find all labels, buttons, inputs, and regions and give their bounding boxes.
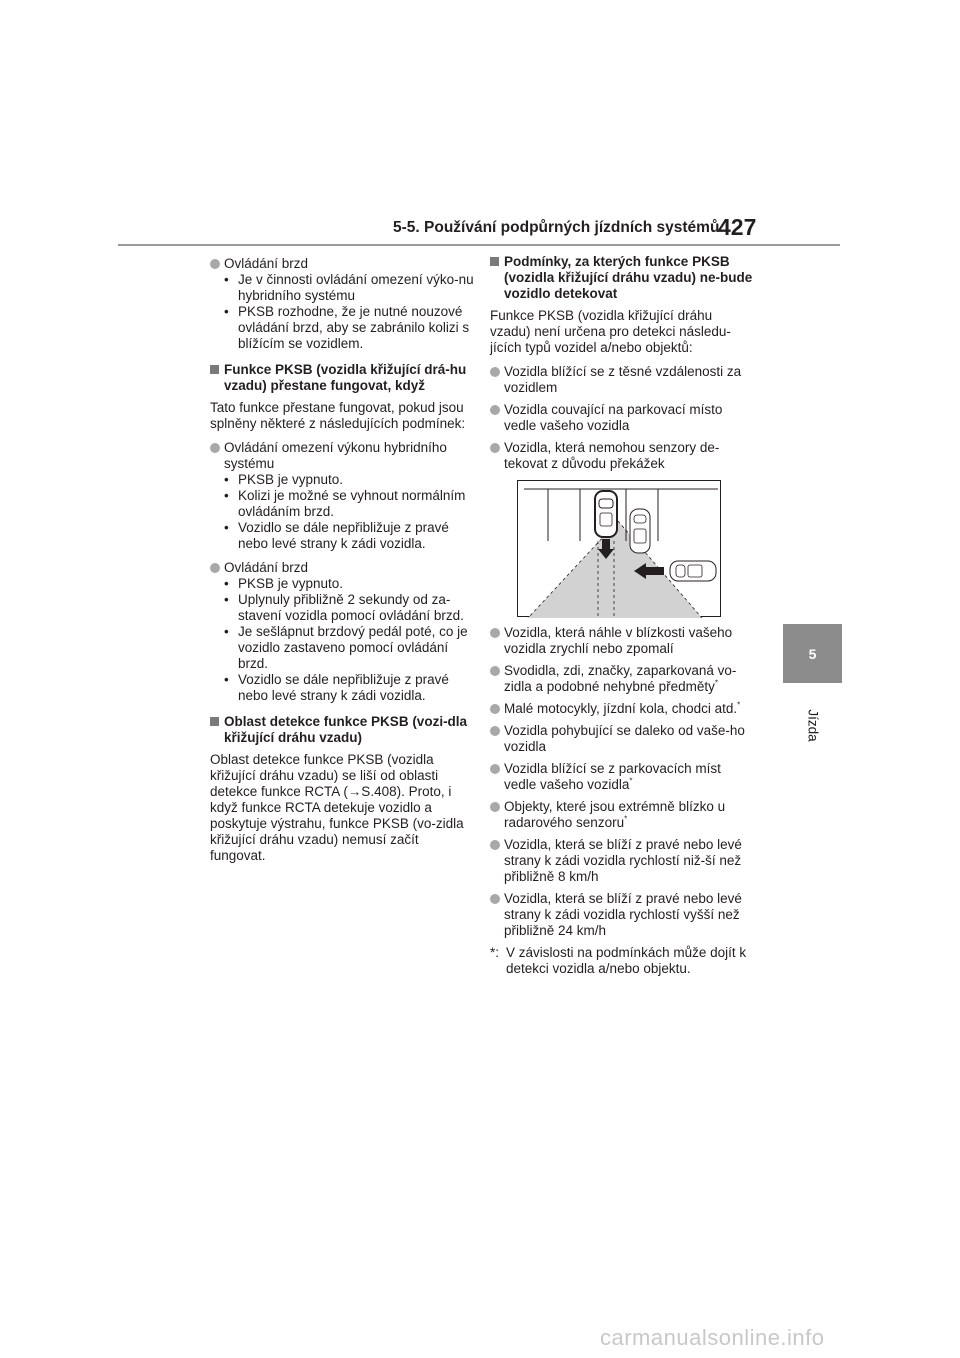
asterisk: * — [714, 678, 719, 688]
bullet-circle — [490, 367, 500, 377]
item-text: Vozidla blížící se z těsné vzdálenosti za vozidlem — [504, 364, 742, 395]
list-item — [490, 402, 756, 434]
item-text: Vozidla blížící se z parkovacích míst vedle vašeho vozidla — [504, 761, 721, 792]
asterisk: * — [737, 700, 741, 710]
crossing-vehicle-roof — [688, 565, 702, 577]
footnote-mark: *: — [490, 945, 500, 960]
list-item — [210, 440, 476, 472]
list-item — [490, 625, 756, 657]
paragraph: Tato funkce přestane fungovat, pokud jsou splněny některé z následujících podmínek: — [210, 400, 466, 431]
bullet-circle — [210, 443, 220, 453]
list-item — [490, 440, 756, 472]
sub-item: • Vozidlo se dále nepřibližuje z pravé nebo levé strany k zádi vozidla. — [224, 520, 449, 551]
sub-item: • Uplynuly přibližně 2 sekundy od za-stavení vozidla pomocí ovládání brzd. — [224, 592, 464, 623]
sub-item: • PKSB je vypnuto. — [224, 576, 344, 591]
chapter-tab: 5 — [783, 624, 842, 683]
bullet-circle — [490, 764, 500, 774]
section-heading: Podmínky, za kterých funkce PKSB (vozidla křižující dráhu vzadu) ne-bude vozidlo detekovat — [490, 254, 756, 302]
list-item — [490, 723, 756, 755]
sub-item-text: Vozidlo se dále nepřibližuje z pravé nebo levé strany k zádi vozidla. — [238, 520, 449, 551]
list-item — [490, 837, 756, 885]
section-heading: Funkce PKSB (vozidla křižující drá-hu vzadu) přestane fungovat, když — [210, 362, 476, 394]
bullet-circle — [490, 666, 500, 676]
list-item — [210, 256, 476, 272]
asterisk: * — [629, 776, 633, 786]
item-text: Objekty, které jsou extrémně blízko u radarového senzoru — [504, 799, 726, 830]
bullet-circle — [490, 802, 500, 812]
square-bullet — [210, 365, 219, 374]
sub-item-text: Je sešlápnut brzdový pedál poté, co je vozidlo zastaveno pomocí ovládání brzd. — [238, 624, 468, 671]
item-text: Vozidla, která nemohou senzory de-tekovat z důvodu překážek — [504, 440, 720, 471]
sub-item-text: Kolizi je možné se vyhnout normálním ovládáním brzd. — [238, 488, 466, 519]
bullet-circle — [490, 628, 500, 638]
own-vehicle-window — [599, 499, 613, 508]
bullet-circle — [210, 563, 220, 573]
list-item — [490, 799, 756, 831]
sub-item: • Je v činnosti ovládání omezení výko-nu hybridního systému — [224, 272, 474, 303]
item-text: Vozidla couvající na parkovací místo vedle vašeho vozidla — [504, 402, 723, 433]
item-text: Ovládání omezení výkonu hybridního systému — [224, 440, 447, 471]
sub-item-text: PKSB je vypnuto. — [238, 576, 344, 591]
list-item — [490, 761, 756, 793]
item-text: Ovládání brzd — [224, 560, 309, 575]
asterisk: * — [624, 814, 628, 824]
header-rule — [118, 244, 840, 246]
bullet-circle — [490, 726, 500, 736]
sub-item-text: PKSB rozhodne, že je nutné nouzové ovládání brzd, aby se zabránilo kolizi s blížícím se vozidlem. — [238, 304, 470, 351]
paragraph: Oblast detekce funkce PKSB (vozidla křižující dráhu vzadu) se liší od oblasti detekce funkce RCTA (→S.408). Proto, i když funkce RCTA detekuje vozidlo a poskytuje výstrahu, funkce PKSB (vo-zidla křižující dráhu vzadu) nemusí začít fungovat. — [210, 752, 464, 863]
bullet-circle — [490, 405, 500, 415]
list-item — [490, 701, 756, 717]
bullet-circle — [490, 704, 500, 714]
item-text: Vozidla, která se blíží z pravé nebo levé strany k zádi vozidla rychlostí niž-ší než přibližně 8 km/h — [504, 837, 742, 884]
sub-item: • Kolizi je možné se vyhnout normálním ovládáním brzd. — [224, 488, 466, 519]
footnote — [490, 945, 756, 977]
sub-item: • PKSB rozhodne, že je nutné nouzové ovládání brzd, aby se zabránilo kolizi s blížícím se vozidlem. — [224, 304, 470, 351]
bullet-circle — [210, 259, 220, 269]
sub-item-text: Je v činnosti ovládání omezení výko-nu hybridního systému — [238, 272, 474, 303]
item-text: Vozidla, která náhle v blízkosti vašeho vozidla zrychlí nebo zpomalí — [504, 625, 733, 656]
list-item — [210, 560, 476, 576]
square-bullet — [210, 717, 219, 726]
bullet-circle — [490, 894, 500, 904]
item-text: Malé motocykly, jízdní kola, chodci atd. — [504, 701, 738, 716]
square-bullet — [490, 257, 499, 266]
item-text: Vozidla pohybující se daleko od vaše-ho vozidla — [504, 723, 745, 754]
parking-illustration — [517, 480, 721, 617]
watermark: carmanualsonline.info — [600, 1325, 825, 1350]
right-column — [490, 254, 756, 977]
sub-item-text: Uplynuly přibližně 2 sekundy od za-stavení vozidla pomocí ovládání brzd. — [238, 592, 464, 623]
left-column — [210, 256, 476, 872]
sub-item: • PKSB je vypnuto. — [224, 472, 344, 487]
item-text: Vozidla, která se blíží z pravé nebo levé strany k zádi vozidla rychlostí vyšší než přibližně 24 km/h — [504, 891, 742, 938]
chapter-label — [784, 705, 842, 745]
list-item — [490, 891, 756, 939]
header-title: 5-5. Používání podpůrných jízdních systémů — [393, 219, 720, 236]
bullet-circle — [490, 443, 500, 453]
sub-item: • Vozidlo se dále nepřibližuje z pravé nebo levé strany k zádi vozidla. — [224, 672, 449, 703]
sub-item-text: Vozidlo se dále nepřibližuje z pravé nebo levé strany k zádi vozidla. — [238, 672, 449, 703]
list-item — [490, 663, 756, 695]
parked-vehicle-window — [634, 515, 646, 523]
bullet-circle — [490, 840, 500, 850]
item-text: Svodidla, zdi, značky, zaparkovaná vo-zidla a podobné nehybné předměty — [504, 663, 737, 694]
list-item — [490, 364, 756, 396]
own-vehicle-roof — [600, 513, 612, 526]
sub-item: • Je sešlápnut brzdový pedál poté, co je vozidlo zastaveno pomocí ovládání brzd. — [224, 624, 468, 671]
footnote-text: V závislosti na podmínkách může dojít k detekci vozidla a/nebo objektu. — [506, 945, 747, 976]
parked-vehicle-roof — [634, 529, 646, 543]
chapter-label-text: Jízda — [805, 708, 821, 742]
section-heading: Oblast detekce funkce PKSB (vozi-dla křižující dráhu vzadu) — [210, 714, 476, 746]
sub-item-text: PKSB je vypnuto. — [238, 472, 344, 487]
page-number: 427 — [718, 214, 757, 240]
crossing-vehicle-window — [676, 565, 685, 577]
item-text: Ovládání brzd — [224, 256, 309, 271]
paragraph: Funkce PKSB (vozidla křižující dráhu vzadu) není určena pro detekci následu-jících typů vozidel a/nebo objektů: — [490, 308, 731, 355]
